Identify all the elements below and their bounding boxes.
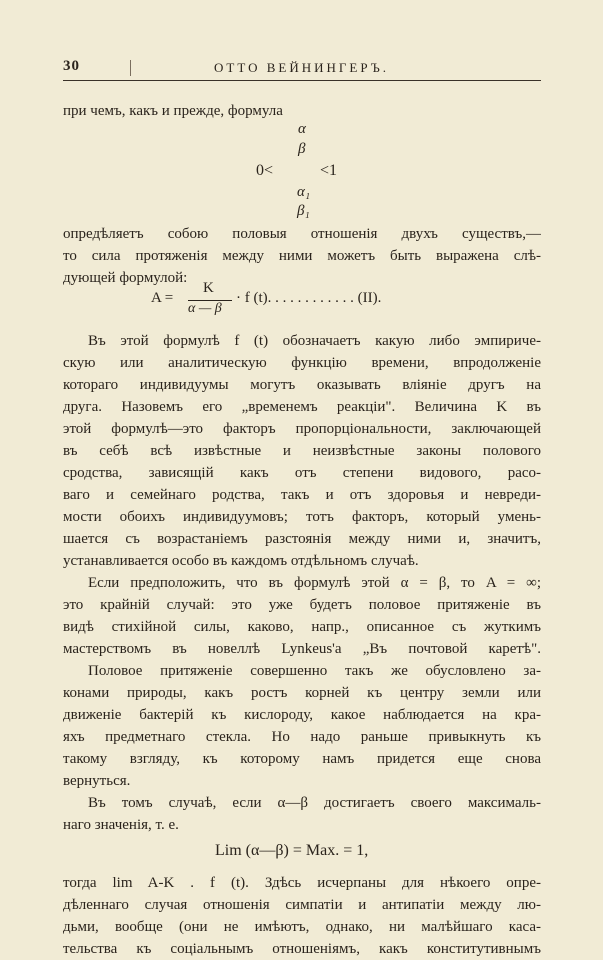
para5-line-1: Въ томъ случаѣ, если α—β достигаетъ своего максималь- bbox=[88, 795, 541, 811]
para3-line-1: Если предположить, что въ формулѣ этой α = β, то A = ∞; bbox=[88, 575, 541, 591]
para4-line-4: яхъ предметнаго стекла. Но надо раньше привыкнуть къ bbox=[63, 729, 541, 745]
para2-line-6: въ себѣ всѣ извѣстные и неизвѣстные законы полового bbox=[63, 443, 541, 459]
header-rule bbox=[63, 80, 541, 81]
para4-line-2: конами природы, какъ ростъ корней къ центру земли или bbox=[63, 685, 541, 701]
para1-line-1: опредѣляетъ собою половыя отношенія двухъ существъ,— bbox=[63, 226, 541, 242]
formula1-left: 0< bbox=[256, 162, 274, 179]
para1-line-3: дующей формулой: bbox=[63, 270, 188, 286]
para3-line-3: видѣ стихійной силы, каково, напр., описанное съ жуткимъ bbox=[63, 619, 541, 635]
para2-line-5: этой формулѣ—это факторъ пропорціональности, заключающей bbox=[63, 421, 541, 437]
running-title: ОТТО ВЕЙНИНГЕРЪ. bbox=[214, 60, 390, 75]
para6-line-1: тогда lim A-K . f (t). Здѣсь исчерпаны для нѣкоего опре- bbox=[63, 875, 541, 891]
para2-line-9: мости обоихъ индивидуумовъ; тотъ факторъ, который умень- bbox=[63, 509, 541, 525]
para4-line-6: вернуться. bbox=[63, 773, 131, 789]
para3-line-2: это крайній случай: это уже будетъ половое притяженіе въ bbox=[63, 597, 541, 613]
formula2-denominator: α — β bbox=[188, 301, 222, 316]
para2-line-11: устанавливается особо въ каждомъ отдѣльномъ случаѣ. bbox=[63, 553, 419, 569]
para2-line-10: шается съ возрастаніемъ разстоянія между ними и, значитъ, bbox=[63, 531, 541, 547]
formula3: Lim (α—β) = Max. = 1, bbox=[215, 842, 369, 859]
para2-line-4: друга. Назовемъ его „временемъ реакціи". Величина K въ bbox=[63, 399, 541, 415]
para2-line-8: ваго и семейнаго родства, такъ и отъ здоровья и невреди- bbox=[63, 487, 541, 503]
para4-line-3: движеніе бактерій къ кислороду, какое наблюдается на кра- bbox=[63, 707, 541, 723]
para6-line-2: дѣленнаго случая отношенія симпатіи и антипатіи между лю- bbox=[63, 897, 541, 913]
para4-line-5: такому взгляду, къ которому намъ придется еще снова bbox=[63, 751, 541, 767]
formula2-numerator: K bbox=[203, 280, 214, 296]
formula2-lhs: A = bbox=[151, 290, 174, 306]
para6-line-3: дьми, вообще (они не имѣютъ, однако, ни малѣйшаго каса- bbox=[63, 919, 541, 935]
intro-line: при чемъ, какъ и прежде, формула bbox=[63, 103, 283, 119]
para2-line-2: скую или аналитическую функцію времени, впродолженіе bbox=[63, 355, 541, 371]
para5-line-2: наго значенія, т. е. bbox=[63, 817, 179, 833]
formula1-right: <1 bbox=[320, 162, 338, 179]
formula2-rhs: · f (t). . . . . . . . . . . . (II). bbox=[236, 290, 382, 306]
formula1-alpha1: α₁ bbox=[297, 184, 311, 200]
formula1-beta1: β₁ bbox=[297, 203, 310, 219]
formula1-alpha: α bbox=[298, 121, 306, 137]
para2-line-7: сродства, зависящій какъ отъ степени видового, расо- bbox=[63, 465, 541, 481]
header-divider bbox=[130, 60, 131, 76]
para4-line-1: Половое притяженіе совершенно такъ же обусловлено за- bbox=[88, 663, 541, 679]
para3-line-4: мастерствомъ въ новеллѣ Lynkeus'a „Въ почтовой каретѣ". bbox=[63, 641, 541, 657]
para6-line-4: тельства къ соціальнымъ отношеніямъ, какъ конститутивнымъ bbox=[63, 941, 541, 957]
para1-line-2: то сила протяженія между ними можетъ быть выражена слѣ- bbox=[63, 248, 541, 264]
formula1-beta: β bbox=[298, 141, 306, 157]
para2-line-1: Въ этой формулѣ f (t) обозначаетъ какую либо эмпиричe- bbox=[88, 333, 541, 349]
para2-line-3: котораго индивидуумы могутъ оказывать вліяніе другъ на bbox=[63, 377, 541, 393]
page-number: 30 bbox=[63, 58, 80, 74]
